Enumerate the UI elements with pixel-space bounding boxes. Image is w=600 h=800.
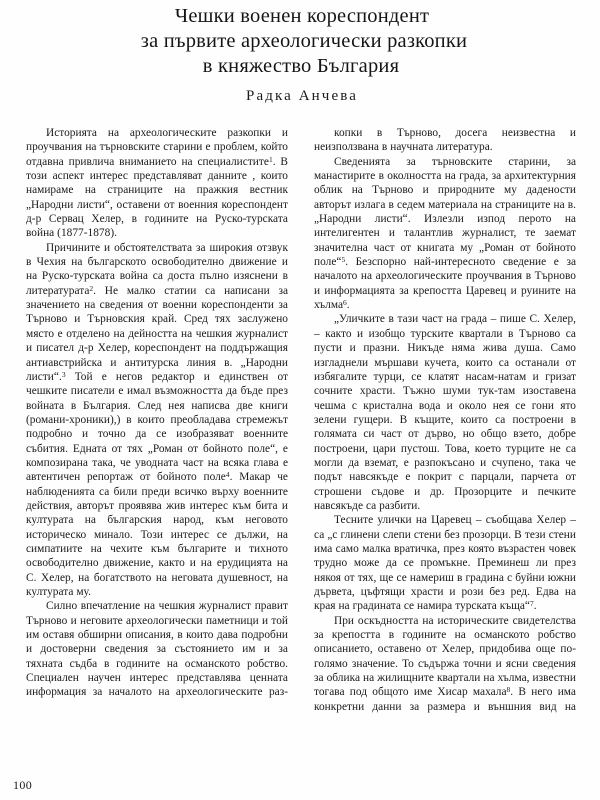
paragraph: Силно впечатление на чешкия журналист правит Търново и неговите археологически паметници и той им оставя обширни описания, в които дава подробни и достоверни сведения за състоянието им и за тяхната съдба в годините на османското робство. Специален научен интерес представлява ценната информация за началото на археологическите раз- (26, 600, 288, 699)
article-title-line-2: за първите археологически разкопки (140, 30, 468, 52)
column-right (314, 126, 576, 714)
article-title-line-1: Чешки военен кореспондент (174, 5, 430, 27)
paragraph: Тесните улички на Царевец – съобщава Хелер – са „с глинени слепи стени без прозорци. В тези стени има само малка вратичка, през която възрастен човек трудно може да се промъкне. Преминеш ли през някоя от тях, ще се намериш в градина с буйни южни дървета, цъфтящи храсти и рози без ред. Едва на края на градината се намира турската къща“$^7$. (314, 514, 576, 613)
title-block (0, 4, 600, 105)
paragraph: Сведенията за търновските старини, за манастирите в околността на града, за архитектурния облик на Търново и природните му дадености авторът излага в седем материала на страниците на в. „Народни листи“. Излезли изпод перото на интелигентен и талантлив журналист, те заемат значителна част от книгата му „Роман от бойното поле“$^5$. Безспорно най-интересното сведение е за началото на археологическите проучвания в Търново и информацията за крепостта Царевец и руините на хълма$^6$. (314, 155, 576, 312)
article-author: Радка Анчева (246, 88, 358, 104)
page-number: 100 (13, 778, 33, 792)
column-left (26, 126, 288, 700)
article-title-line-3: в княжество България (202, 55, 400, 77)
paragraph: Историята на археологическите разкопки и проучвания на търновските старини е проблем, който отдавна привлича вниманието на специалистите$^1$. В този аспект интерес представляват данните , които намираме на страниците на пражкия вестник „Народни листи“, оставени от военния кореспондент д-р Сервац Хелер, в годините на Руско-турската война (1877-1878). (26, 127, 289, 240)
paragraph: „Уличките в тази част на града – пише С. Хелер, – както и изобщо турските квартали в Търново са пусти и празни. Никъде няма жива душа. Само изгладнели мършави кучета, които са останали от избягалите турци, се клатят насам-натам и гризат сочните храсти. Тъжно шуми тук-там изоставена чешма с кристална вода и около нея се гони ято зелени гущери. В къщите, които са построени в голямата си част от дърво, но общо взето, добре построени, цари пустош. Това, което турците не са могли да вземат, е разпокъсано и счупено, така че подът навсякъде е покрит с парцали, парчета от строшени съдове и др. Прозорците и печките навсякъде са разбити. (314, 313, 576, 512)
paragraph: Причините и обстоятелствата за широкия отзвук в Чехия на българското освободително движение и на Руско-турската война са доста пълно изяснени в литературата$^2$. Не малко статии са написани за значението на сведения от военни кореспонденти за Търново и Търновския край. Сред тях заслужено място е отделено на дейността на чешкия журналист и писател д-р Хелер, кореспондент на поддържащия антиавстрийска и антитурска линия в. „Народни листи“.$^3$ Той е негов редактор и единствен от чешките писатели е имал възможността да бъде през войната в България. След нея написва две книги (романи-хроники),) в които преобладава стремежът подробно и точно да се изобразяват военните събития. Едната от тях „Роман от бойното поле“, е композирана така, че уводната част на всяка глава е автентичен репортаж от бойното поле$^4$. Макар че наблюденията са били преди всичко върху военните действия, авторът проявява жив интерес към бита и културата на българския народ, към неговото историческо минало. Този интерес се дължи, на симпатиите на чехите към българите и тихното освободително движение, както и на ерудицията на С. Хелер, на богатството на неговата душевност, на културата му. (26, 241, 288, 598)
paragraph: При оскъдността на историческите свидетелства за крепостта в годините на османското робство описанието, оставено от Хелер, придобива още по-голямо значение. То съдържа точни и ясни сведения за облика на жилищните квартали на хълма, известни тогава под общото име Хисар махала$^8$. В него има конкретни данни за размера и външния вид на (314, 614, 576, 713)
paragraph: копки в Търново, досега неизвестна и неизползвана в научната литература. (314, 127, 576, 154)
